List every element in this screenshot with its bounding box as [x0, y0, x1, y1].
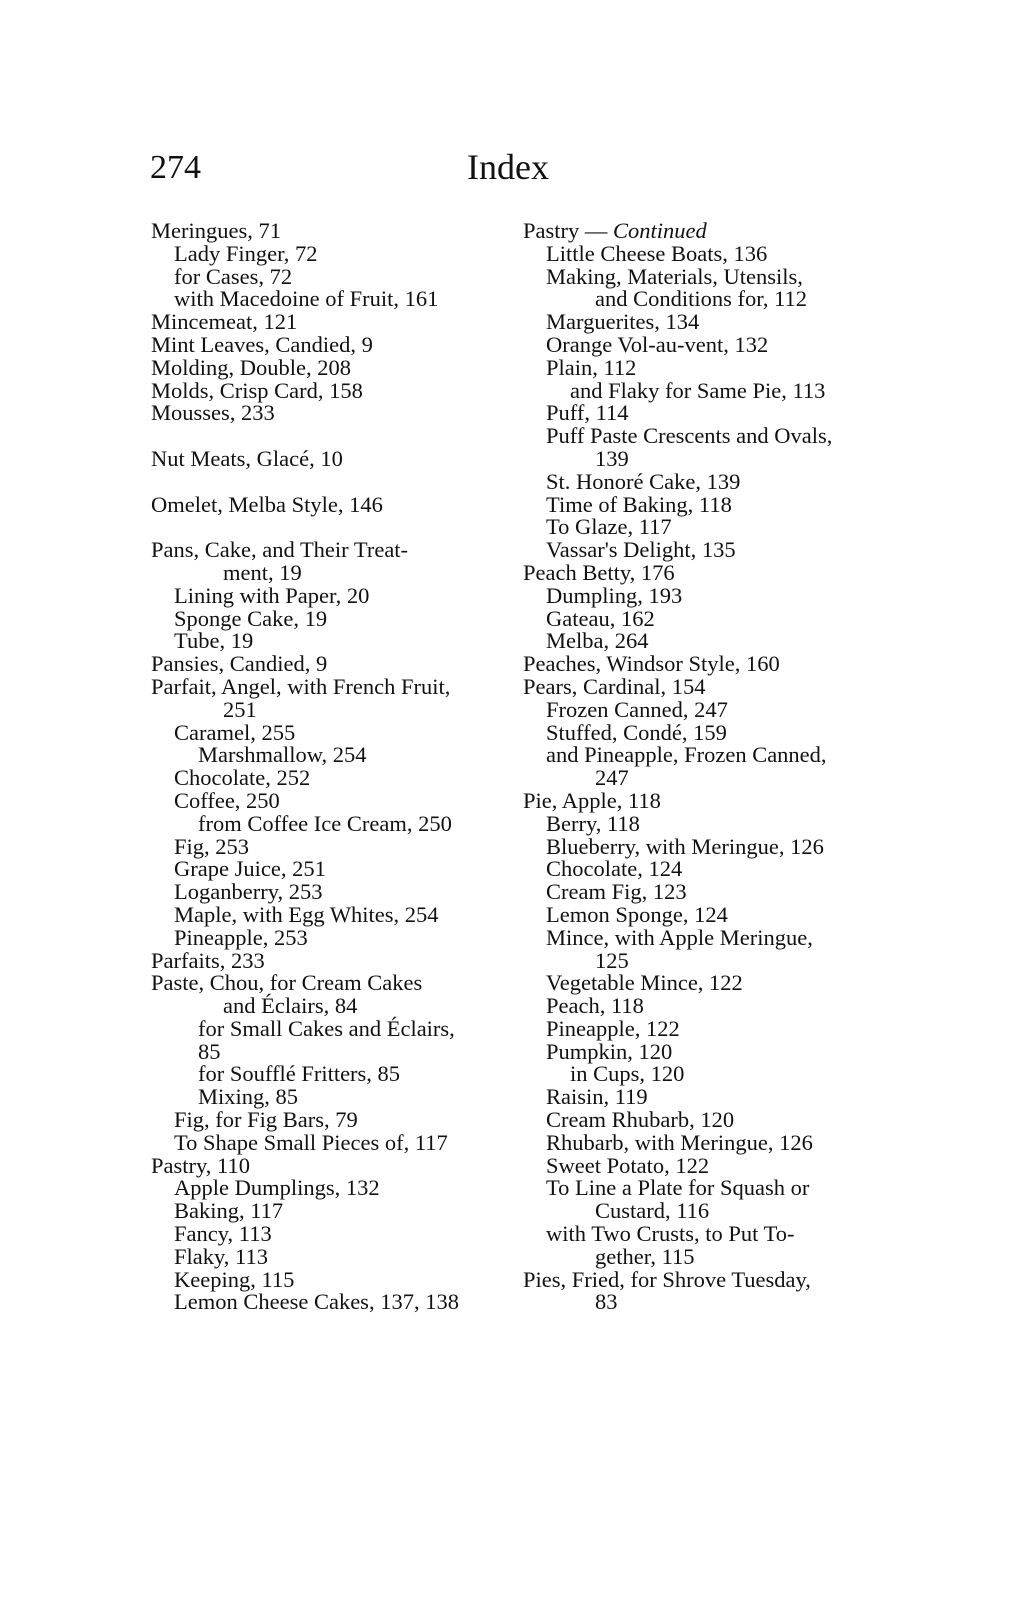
- index-entry: for Small Cakes and Éclairs,: [198, 1015, 455, 1041]
- index-entry: Pie, Apple, 118: [523, 787, 661, 813]
- index-entry: Peach Betty, 176: [523, 559, 675, 585]
- index-entry: Flaky, 113: [174, 1243, 268, 1269]
- index-entry: Mincemeat, 121: [151, 309, 298, 335]
- letter-gap: [151, 425, 496, 448]
- index-entry: Raisin, 119: [546, 1084, 648, 1110]
- index-entry: Lining with Paper, 20: [174, 582, 370, 608]
- index-entry: 125: [595, 947, 629, 973]
- index-entry: Lemon Sponge, 124: [546, 901, 728, 927]
- index-entry: Custard, 116: [595, 1198, 710, 1224]
- index-entry: Baking, 117: [174, 1198, 284, 1224]
- index-entry: To Line a Plate for Squash or: [546, 1175, 810, 1201]
- index-entry: Puff Paste Crescents and Ovals,: [546, 423, 833, 449]
- index-entry: Vassar's Delight, 135: [546, 537, 736, 563]
- index-entry: from Coffee Ice Cream, 250: [198, 810, 452, 836]
- index-entry: Cream Fig, 123: [546, 879, 687, 905]
- index-entry: Melba, 264: [546, 628, 649, 654]
- index-entry: Parfait, Angel, with French Fruit,: [151, 673, 451, 699]
- index-entry: for Soufflé Fritters, 85: [198, 1061, 401, 1087]
- index-entry: Orange Vol-au-vent, 132: [546, 331, 769, 357]
- index-entry: Gateau, 162: [546, 605, 655, 631]
- index-entry: Paste, Chou, for Cream Cakes: [151, 970, 423, 996]
- index-entry: Frozen Canned, 247: [546, 696, 728, 722]
- index-entry: To Shape Small Pieces of, 117: [174, 1129, 448, 1155]
- index-entry: Cream Rhubarb, 120: [546, 1107, 735, 1133]
- index-entry: Vegetable Mince, 122: [546, 970, 743, 996]
- index-entry: To Glaze, 117: [546, 514, 672, 540]
- index-entry: Chocolate, 252: [174, 765, 311, 791]
- index-entry: and Flaky for Same Pie, 113: [570, 377, 826, 403]
- index-entry: Sweet Potato, 122: [546, 1152, 710, 1178]
- page-number: 274: [150, 149, 201, 186]
- index-entry: Pies, Fried, for Shrove Tuesday,: [523, 1266, 811, 1292]
- index-entry: Rhubarb, with Meringue, 126: [546, 1129, 813, 1155]
- index-entry: Peach, 118: [546, 993, 644, 1019]
- index-entry: and Conditions for, 112: [595, 286, 808, 312]
- index-entry: Caramel, 255: [174, 719, 296, 745]
- index-entry: Meringues, 71: [151, 218, 281, 243]
- index-entry: Pans, Cake, and Their Treat-: [151, 537, 409, 563]
- index-entry: Chocolate, 124: [546, 856, 683, 882]
- index-entry: 251: [223, 696, 257, 722]
- index-entry: Fig, 253: [174, 833, 250, 859]
- index-entry: for Cases, 72: [174, 263, 293, 289]
- index-entry: Mixing, 85: [198, 1084, 299, 1110]
- index-entry: Coffee, 250: [174, 787, 280, 813]
- index-entry: Pears, Cardinal, 154: [523, 673, 706, 699]
- index-entry: Omelet, Melba Style, 146: [151, 491, 383, 517]
- index-entry: Maple, with Egg Whites, 254: [174, 901, 439, 927]
- index-entry: Mousses, 233: [151, 400, 275, 426]
- index-entry: with Two Crusts, to Put To-: [546, 1221, 795, 1247]
- index-entry: Blueberry, with Meringue, 126: [546, 833, 824, 859]
- index-entry: 139: [595, 445, 629, 471]
- index-entry: Lady Finger, 72: [174, 240, 318, 266]
- index-entry: Pansies, Candied, 9: [151, 651, 328, 677]
- index-entry: Tube, 19: [174, 628, 254, 654]
- index-entry: 83: [595, 1289, 618, 1315]
- index-entry: Berry, 118: [546, 810, 640, 836]
- continued-heading: [523, 220, 868, 243]
- index-entry: Fig, for Fig Bars, 79: [174, 1107, 358, 1133]
- index-entry: Marguerites, 134: [546, 309, 700, 335]
- index-column-left: [151, 220, 496, 1314]
- index-entry: Pineapple, 253: [174, 924, 308, 950]
- page-title: Index: [467, 147, 549, 187]
- index-entry: Fancy, 113: [174, 1221, 272, 1247]
- index-entry: St. Honoré Cake, 139: [546, 468, 741, 494]
- index-entry: Peaches, Windsor Style, 160: [523, 651, 780, 677]
- index-entry: Molds, Crisp Card, 158: [151, 377, 363, 403]
- index-entry: Plain, 112: [546, 354, 637, 380]
- index-entry: Apple Dumplings, 132: [174, 1175, 380, 1201]
- index-entry: ment, 19: [223, 559, 302, 585]
- index-entry: Loganberry, 253: [174, 879, 323, 905]
- index-entry: Making, Materials, Utensils,: [546, 263, 803, 289]
- index-entry: Stuffed, Condé, 159: [546, 719, 727, 745]
- index-entry: in Cups, 120: [570, 1061, 685, 1087]
- index-entry: Dumpling, 193: [546, 582, 683, 608]
- index-entry: Parfaits, 233: [151, 947, 265, 973]
- index-entry: Puff, 114: [546, 400, 629, 426]
- index-entry: Grape Juice, 251: [174, 856, 326, 882]
- index-entry: Little Cheese Boats, 136: [546, 240, 768, 266]
- index-entry: and Éclairs, 84: [223, 993, 358, 1019]
- letter-gap: [151, 516, 496, 539]
- index-entry: with Macedoine of Fruit, 161: [174, 286, 439, 312]
- index-entry: gether, 115: [595, 1243, 695, 1269]
- index-entry: 85: [198, 1038, 221, 1064]
- letter-gap: [151, 471, 496, 494]
- index-entry: Pineapple, 122: [546, 1015, 680, 1041]
- index-entry: Sponge Cake, 19: [174, 605, 328, 631]
- index-entry: Lemon Cheese Cakes, 137, 138: [174, 1289, 459, 1315]
- index-entry: Mint Leaves, Candied, 9: [151, 331, 373, 357]
- index-column-right: [523, 220, 868, 1314]
- continued-heading-term: Pastry —: [523, 218, 613, 243]
- index-entry: Molding, Double, 208: [151, 354, 351, 380]
- index-entry: and Pineapple, Frozen Canned,: [546, 742, 827, 768]
- index-entry: Time of Baking, 118: [546, 491, 732, 517]
- index-entry: Pumpkin, 120: [546, 1038, 673, 1064]
- index-entry: Marshmallow, 254: [198, 742, 367, 768]
- index-entry: 247: [595, 765, 629, 791]
- index-entry: Pastry, 110: [151, 1152, 250, 1178]
- index-entry: Keeping, 115: [174, 1266, 295, 1292]
- continued-label: Continued: [613, 218, 707, 243]
- index-entry: Mince, with Apple Meringue,: [546, 924, 813, 950]
- index-entry: Nut Meats, Glacé, 10: [151, 445, 343, 471]
